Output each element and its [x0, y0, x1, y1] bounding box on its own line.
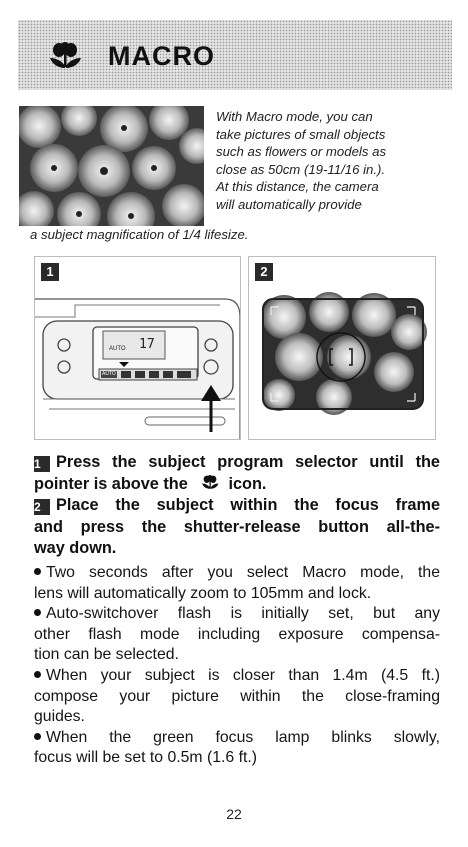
macro-flower-icon	[48, 42, 82, 72]
figure-number-badge: 1	[41, 263, 59, 281]
note-4-line-2: focus will be set to 0.5m (1.6 ft.)	[34, 749, 257, 767]
intro-line: At this distance, the camera	[216, 179, 379, 194]
section-title: MACRO	[108, 41, 215, 71]
note-2-line-1: Auto-switchover flash is initially set, but any	[34, 604, 440, 625]
step-1-line-1: 1 Press the subject program selector until the	[34, 453, 440, 471]
macro-flower-icon	[201, 475, 219, 491]
note-3-line-3: guides.	[34, 708, 85, 726]
note-3-line-1: When your subject is closer than 1.4m (4.5 ft.)	[34, 666, 440, 687]
intro-line: With Macro mode, you can	[216, 109, 373, 124]
step-1-badge: 1	[34, 456, 50, 472]
step-1-line-2: pointer is above the icon.	[34, 474, 267, 493]
macro-flower-photo	[19, 106, 204, 226]
figure-number-badge: 2	[255, 263, 273, 281]
intro-paragraph	[216, 108, 448, 213]
step-2-line-1: 2 Place the subject within the focus frame	[34, 496, 440, 514]
bullet-dot	[34, 671, 41, 678]
lcd-frame-counter: 17	[139, 337, 155, 352]
note-1-line-1: Two seconds after you select Macro mode, the	[34, 563, 440, 584]
camera-panel-illustration	[35, 257, 240, 439]
step-2-badge: 2	[34, 499, 50, 515]
figure-camera-panel	[34, 256, 241, 440]
note-1-line-2: lens will automatically zoom to 105mm and lock.	[34, 584, 372, 602]
intro-last-line: a subject magnification of 1/4 lifesize.	[30, 227, 249, 242]
bullet-dot	[34, 568, 41, 575]
step-2-line-3: way down.	[34, 539, 117, 557]
intro-line: close as 50cm (19-11/16 in.).	[216, 161, 386, 177]
note-2-line-2: other flash mode including exposure compensa-	[34, 625, 440, 643]
note-4-line-1: When the green focus lamp blinks slowly,	[34, 728, 440, 749]
intro-line: such as flowers or models as	[216, 144, 387, 159]
page-number: 22	[226, 806, 242, 822]
bullet-dot	[34, 609, 41, 616]
instruction-steps	[34, 452, 440, 560]
bullet-dot	[34, 733, 41, 740]
notes-list	[34, 563, 440, 769]
intro-line: will automatically provide	[216, 196, 362, 212]
intro-line: take pictures of small objects	[216, 126, 386, 142]
mode-strip-auto-label: AUTO	[102, 371, 116, 377]
viewfinder-illustration	[249, 257, 435, 439]
figure-viewfinder	[248, 256, 436, 440]
step-2-line-2: and press the shutter-release button all-the-	[34, 517, 440, 536]
lcd-auto-label: AUTO	[109, 346, 126, 352]
note-2-line-3: tion can be selected.	[34, 646, 179, 664]
section-header	[18, 20, 452, 90]
note-3-line-2: compose your picture within the close-framing	[34, 687, 440, 705]
